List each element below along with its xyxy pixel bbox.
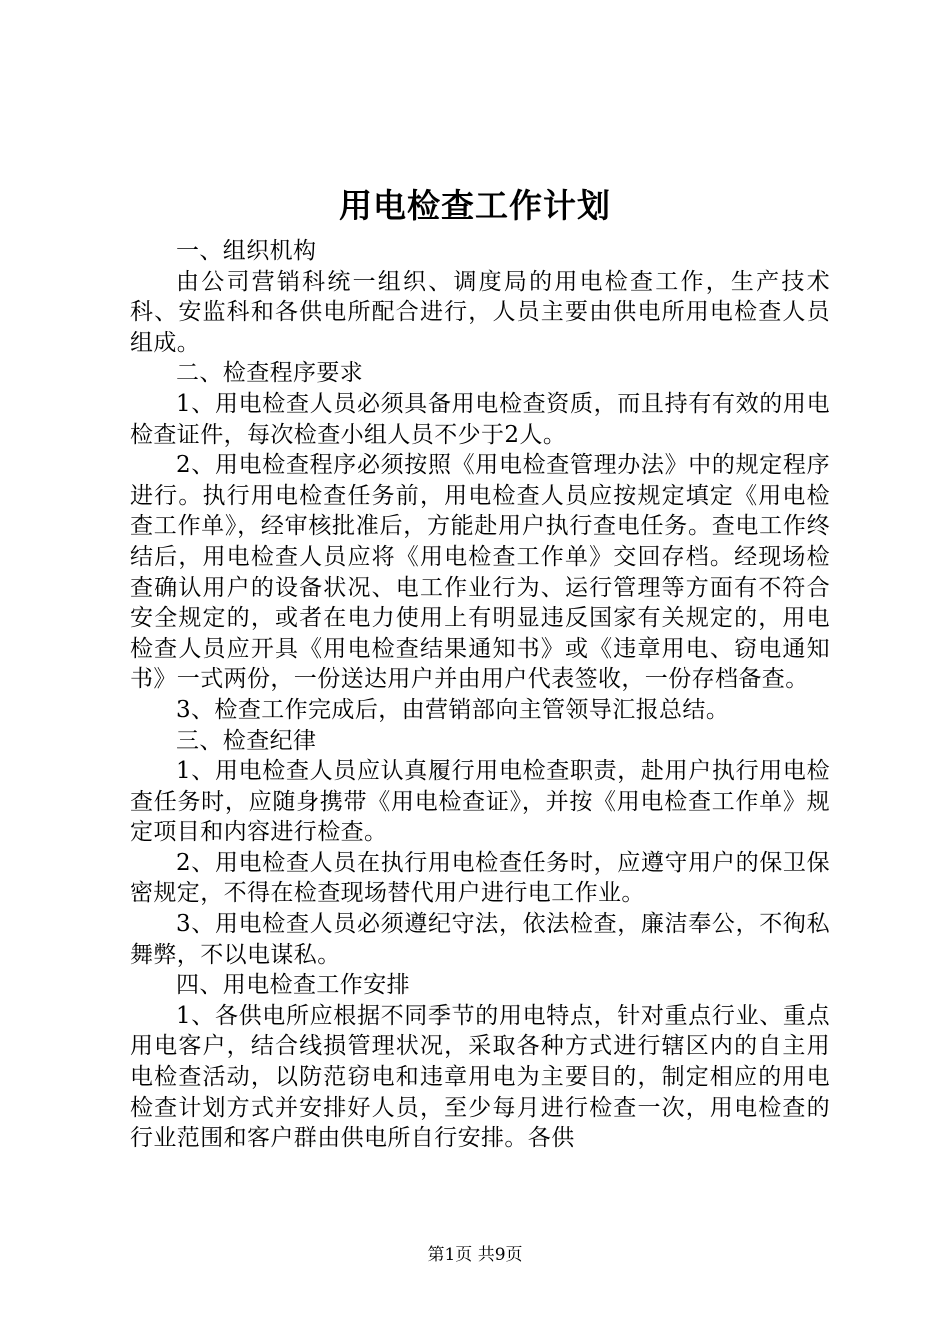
section-heading-discipline: 三、检查纪律 (176, 727, 317, 754)
paragraph-discipline-3: 3、用电检查人员必须遵纪守法，依法检查，廉洁奉公，不徇私舞弊，不以电谋私。 (130, 911, 830, 968)
document-title: 用电检查工作计划 (339, 186, 611, 225)
paragraph-procedure-3: 3、检查工作完成后，由营销部向主管领导汇报总结。 (176, 696, 730, 723)
section-heading-arrangement: 四、用电检查工作安排 (176, 972, 410, 999)
document-body (130, 236, 830, 1154)
paragraph-procedure-2: 2、用电检查程序必须按照《用电检查管理办法》中的规定程序进行。执行用电检查任务前，用电检查人员应按规定填定《用电检查工作单》，经审核批准后，方能赴用户执行查电任务。查电工作终结后，用电检查人员应将《用电检查工作单》交回存档。经现场检查确认用户的设备状况、电工作业行为、运行管理等方面有不符合安全规定的，或者在电力使用上有明显违反国家有关规定的，用电检查人员应开具《用电检查结果通知书》或《违章用电、窃电通知书》一式两份，一份送达用户并由用户代表签收，一份存档备查。 (130, 452, 830, 693)
section-heading-procedure: 二、检查程序要求 (176, 360, 364, 387)
paragraph-organization: 由公司营销科统一组织、调度局的用电检查工作，生产技术科、安监科和各供电所配合进行，人员主要由供电所用电检查人员组成。 (130, 268, 830, 356)
page-footer: 第1页 共9页 (427, 1245, 523, 1265)
paragraph-procedure-1: 1、用电检查人员必须具备用电检查资质，而且持有有效的用电检查证件，每次检查小组人员不少于2人。 (130, 390, 830, 448)
paragraph-discipline-2: 2、用电检查人员在执行用电检查任务时，应遵守用户的保卫保密规定，不得在检查现场替代用户进行电工作业。 (130, 849, 830, 907)
paragraph-arrangement-1: 1、各供电所应根据不同季节的用电特点，针对重点行业、重点用电客户，结合线损管理状况，采取各种方式进行辖区内的自主用电检查活动，以防范窃电和违章用电为主要目的，制定相应的用电检查计划方式并安排好人员，至少每月进行检查一次，用电检查的行业范围和客户群由供电所自行安排。各供 (130, 1002, 830, 1152)
paragraph-discipline-1: 1、用电检查人员应认真履行用电检查职责，赴用户执行用电检查任务时，应随身携带《用电检查证》，并按《用电检查工作单》规定项目和内容进行检查。 (130, 758, 830, 846)
section-heading-organization: 一、组织机构 (176, 238, 317, 264)
